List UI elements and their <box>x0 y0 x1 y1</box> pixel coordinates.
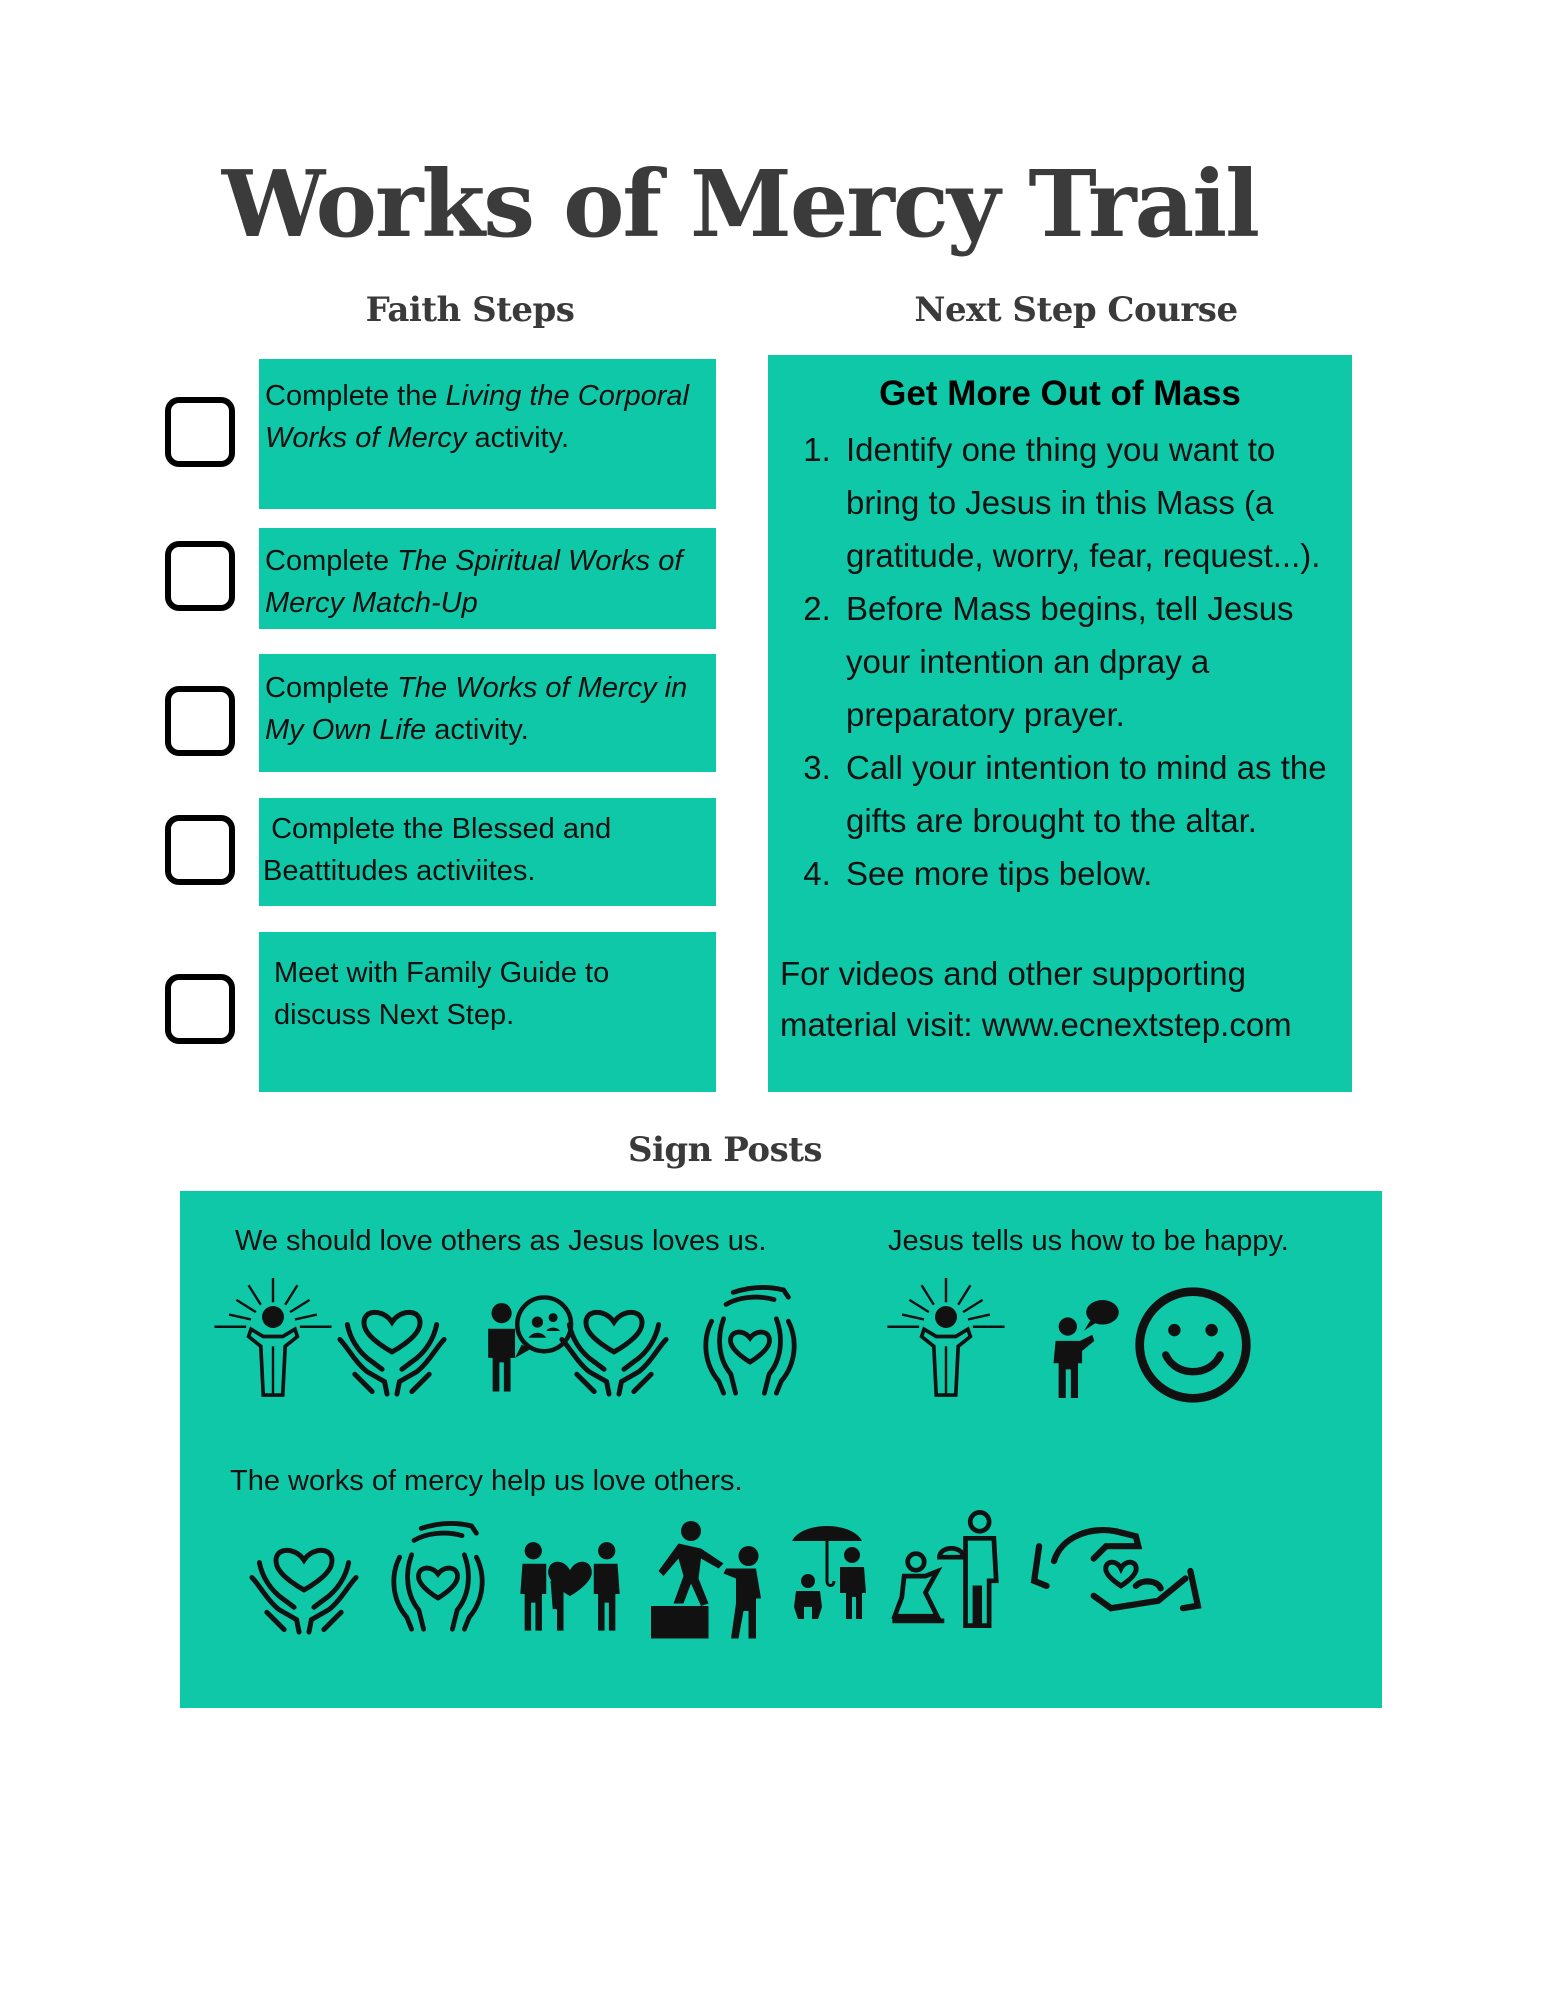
smiley-face-icon <box>1131 1283 1255 1407</box>
works-help-text: The works of mercy help us love others. <box>230 1465 743 1497</box>
jesus-icon <box>885 1269 1007 1404</box>
sign-posts-heading: Sign Posts <box>627 1130 823 1170</box>
course-step-4: 4. See more tips below. <box>840 847 1340 900</box>
faith-step-2-title: The Spiritual Works of Mercy Match-Up <box>265 545 683 619</box>
helping-climb-icon <box>648 1516 774 1641</box>
caring-hands-icon <box>690 1273 810 1403</box>
faith-steps-heading: Faith Steps <box>365 290 575 330</box>
faith-step-3-suffix: activity. <box>426 714 529 746</box>
course-steps-list <box>780 423 1340 900</box>
next-step-heading: Next Step Course <box>914 290 1238 330</box>
faith-step-3-text: Complete <box>265 672 398 704</box>
faith-step-5-text: Meet with Family Guide to discuss Next Step. <box>274 957 610 1031</box>
hands-heart-icon <box>330 1273 454 1401</box>
faith-step-3 <box>259 654 716 772</box>
caring-hands-icon <box>378 1509 498 1639</box>
page-title: Works of Mercy Trail <box>221 150 1259 258</box>
faith-step-1 <box>259 359 716 509</box>
faith-step-5 <box>259 932 716 1092</box>
faith-step-2 <box>259 528 716 629</box>
people-heart-icon <box>516 1523 624 1639</box>
course-visit-text: For videos and other supporting material visit: www.ecnextstep.com <box>780 955 1292 1043</box>
faith-step-4-text: Complete the Blessed and Beattitudes activiites. <box>263 813 620 887</box>
hands-heart-icon <box>552 1273 676 1401</box>
faith-step-checkbox-2[interactable] <box>165 541 235 611</box>
person-speaking-icon <box>1027 1289 1129 1409</box>
course-step-2: 2. Before Mass begins, tell Jesus your intention an dpray a preparatory prayer. <box>840 582 1340 741</box>
giving-heart-icon <box>1026 1509 1206 1633</box>
sign-posts-box <box>180 1191 1382 1708</box>
faith-step-1-suffix: activity. <box>466 422 569 454</box>
faith-step-4 <box>259 798 716 906</box>
faith-step-3-title: The Works of Mercy in My Own Life <box>265 672 688 746</box>
faith-step-checkbox-5[interactable] <box>165 974 235 1044</box>
faith-step-1-text: Complete the <box>265 380 446 412</box>
course-step-1: 1. Identify one thing you want to bring to Jesus in this Mass (a gratitude, worry, fear, request...). <box>840 423 1340 582</box>
faith-step-checkbox-1[interactable] <box>165 397 235 467</box>
serving-food-icon <box>890 1497 1008 1641</box>
next-step-course-box <box>768 355 1352 1092</box>
faith-step-1-title: Living the Corporal Works of Mercy <box>265 380 689 454</box>
umbrella-shelter-icon <box>782 1503 882 1639</box>
be-happy-text: Jesus tells us how to be happy. <box>888 1225 1289 1257</box>
course-step-3: 3. Call your intention to mind as the gifts are brought to the altar. <box>840 741 1340 847</box>
love-others-text: We should love others as Jesus loves us. <box>235 1225 767 1257</box>
course-box-title: Get More Out of Mass <box>879 374 1241 413</box>
faith-step-checkbox-4[interactable] <box>165 815 235 885</box>
hands-heart-icon <box>242 1511 366 1639</box>
faith-step-checkbox-3[interactable] <box>165 686 235 756</box>
jesus-icon <box>212 1269 334 1404</box>
faith-step-2-text: Complete <box>265 545 398 577</box>
